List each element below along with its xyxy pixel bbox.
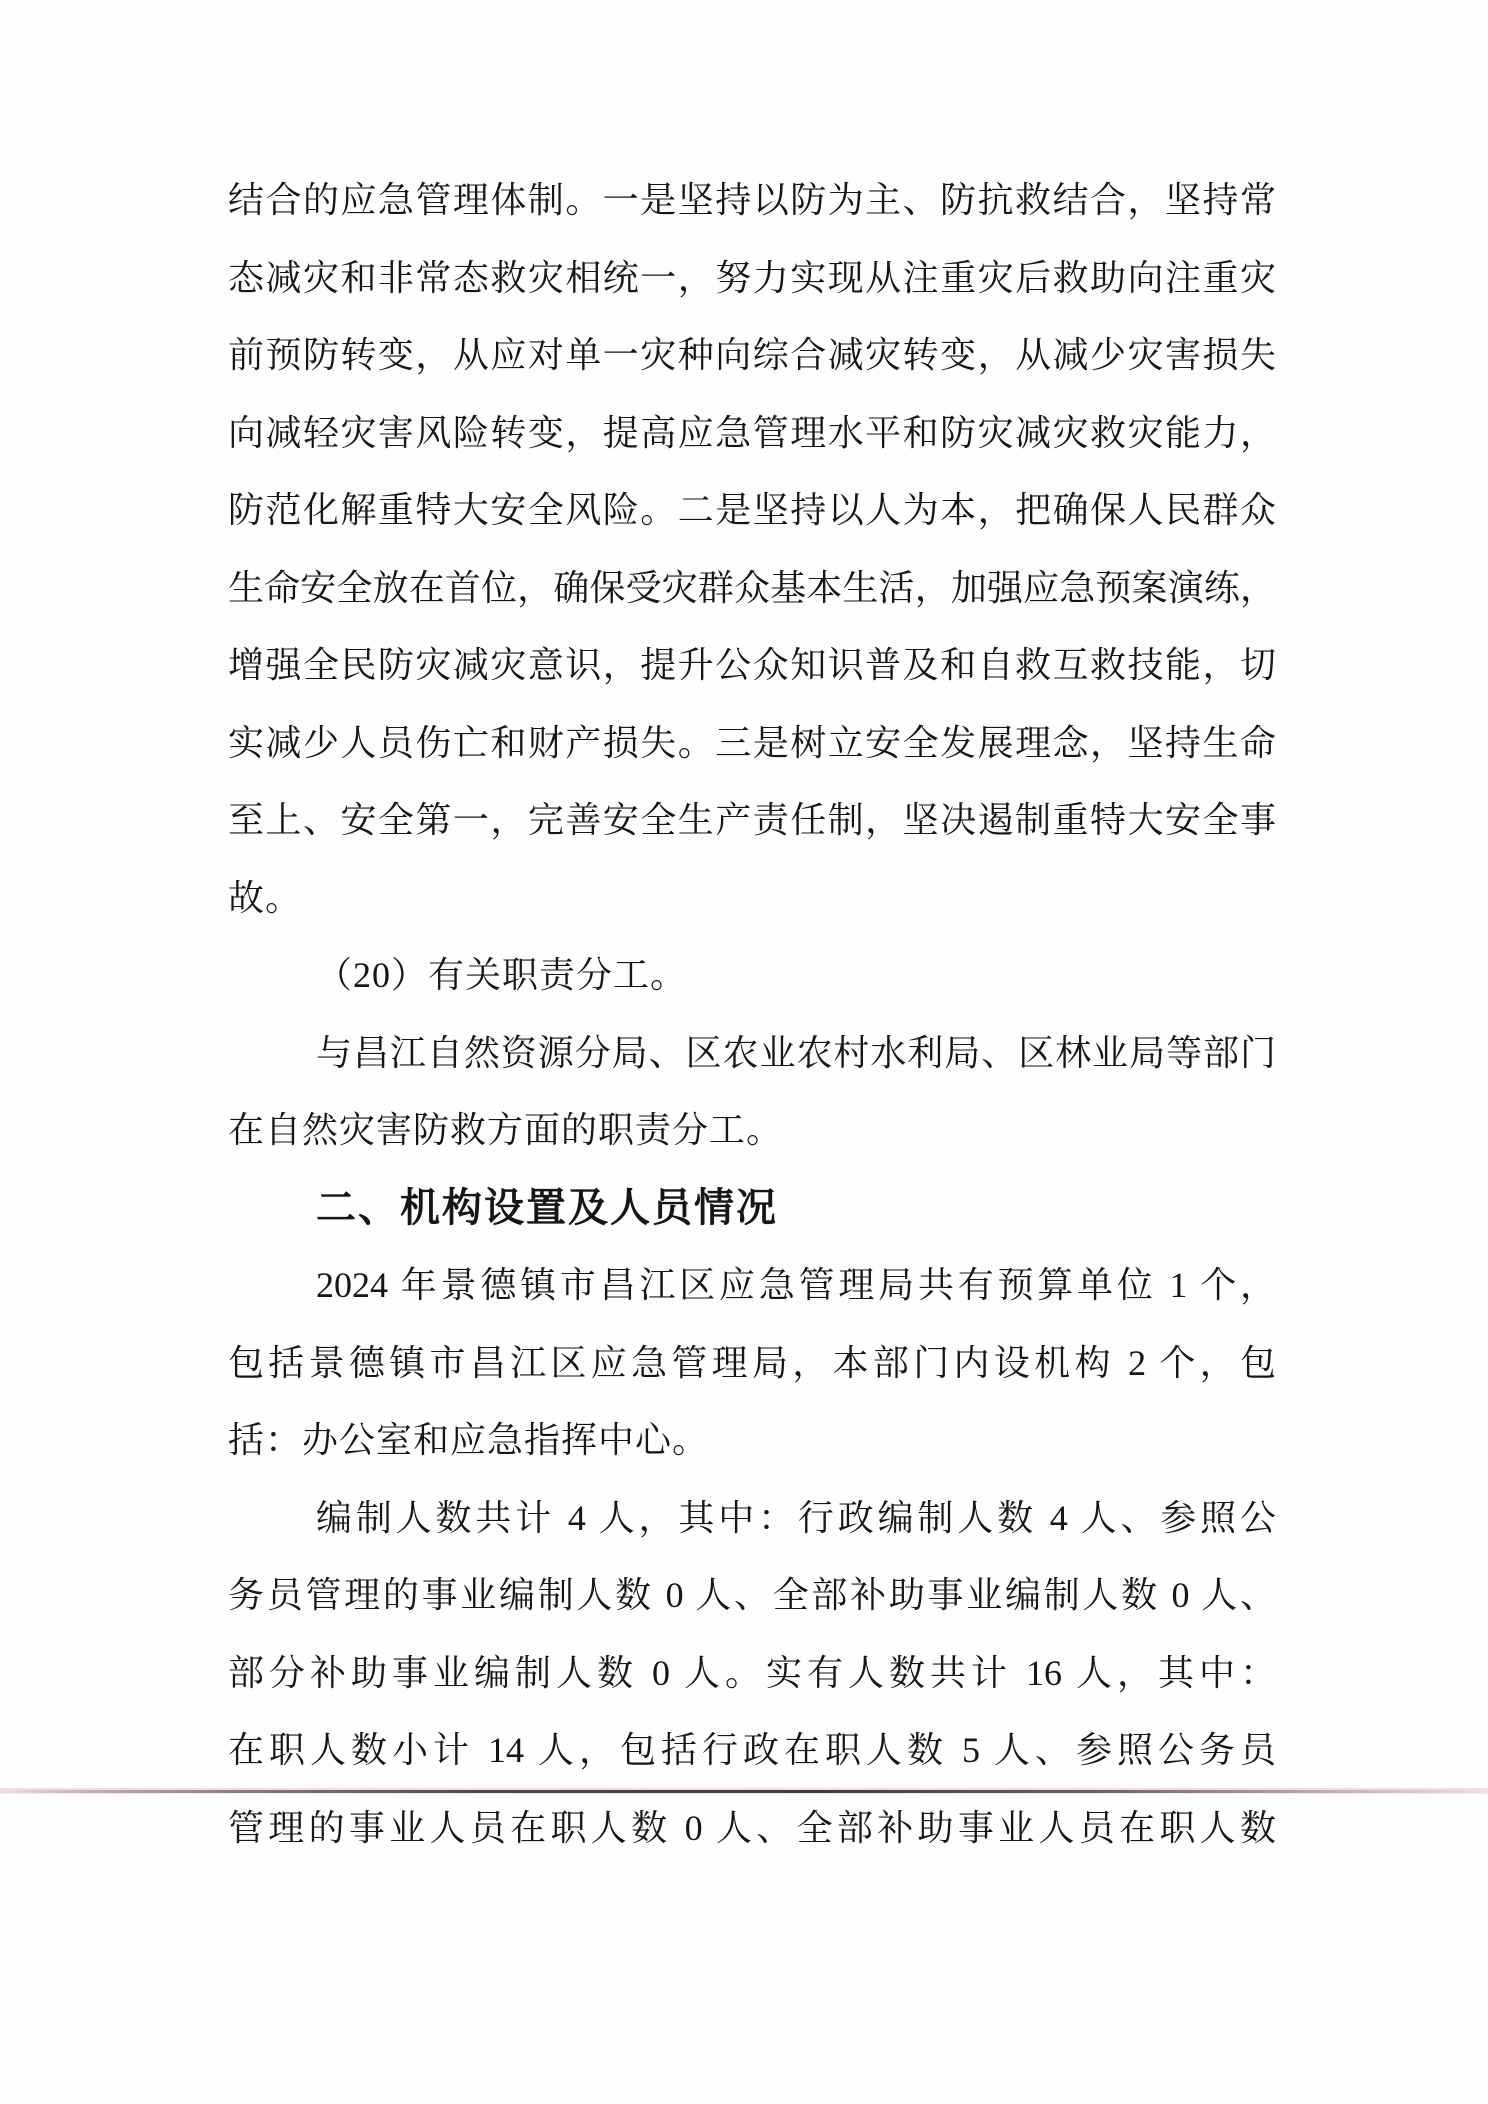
text-line: 结合的应急管理体制。一是坚持以防为主、防抗救结合，坚持常 [228, 180, 1276, 220]
text-line: 与昌江自然资源分局、区农业农村水利局、区林业局等部门 [316, 1032, 1276, 1073]
text-line: 前预防转变，从应对单一灾种向综合减灾转变，从减少灾害损失 [228, 335, 1276, 375]
text-line: 防范化解重特大安全风险。二是坚持以人为本，把确保人民群众 [228, 490, 1276, 530]
scan-artifact-line [0, 1788, 1488, 1794]
text-line: 在职人数小计 14 人，包括行政在职人数 5 人、参照公务员 [228, 1730, 1276, 1770]
text-line: 务员管理的事业编制人数 0 人、全部补助事业编制人数 0 人、 [228, 1575, 1276, 1615]
text-line: 至上、安全第一，完善安全生产责任制，坚决遏制重特大安全事 [228, 800, 1276, 840]
text-line: 态减灾和非常态救灾相统一，努力实现从注重灾后救助向注重灾 [228, 257, 1276, 298]
text-line: 2024 年景德镇市昌江区应急管理局共有预算单位 1 个， [316, 1265, 1276, 1305]
text-line: 在自然灾害防救方面的职责分工。 [228, 1110, 784, 1150]
text-line: 编制人数共计 4 人，其中：行政编制人数 4 人、参照公 [316, 1497, 1276, 1538]
text-line: 括：办公室和应急指挥中心。 [228, 1420, 710, 1460]
text-line: 生命安全放在首位，确保受灾群众基本生活，加强应急预案演练， [228, 567, 1276, 608]
document-body [228, 162, 1276, 1867]
text-line: 故。 [228, 877, 303, 918]
text-line: 实减少人员伤亡和财产损失。三是树立安全发展理念，坚持生命 [228, 722, 1276, 763]
text-line: 包括景德镇市昌江区应急管理局，本部门内设机构 2 个，包 [228, 1342, 1276, 1383]
text-line: （20）有关职责分工。 [316, 955, 688, 995]
section-heading: 二、机构设置及人员情况 [316, 1185, 778, 1230]
text-line: 管理的事业人员在职人数 0 人、全部补助事业人员在职人数 [228, 1807, 1276, 1848]
text-line: 增强全民防灾减灾意识，提升公众知识普及和自救互救技能，切 [228, 645, 1276, 685]
text-line: 向减轻灾害风险转变，提高应急管理水平和防灾减灾救灾能力， [228, 412, 1276, 453]
text-line: 部分补助事业编制人数 0 人。实有人数共计 16 人，其中： [228, 1652, 1276, 1693]
